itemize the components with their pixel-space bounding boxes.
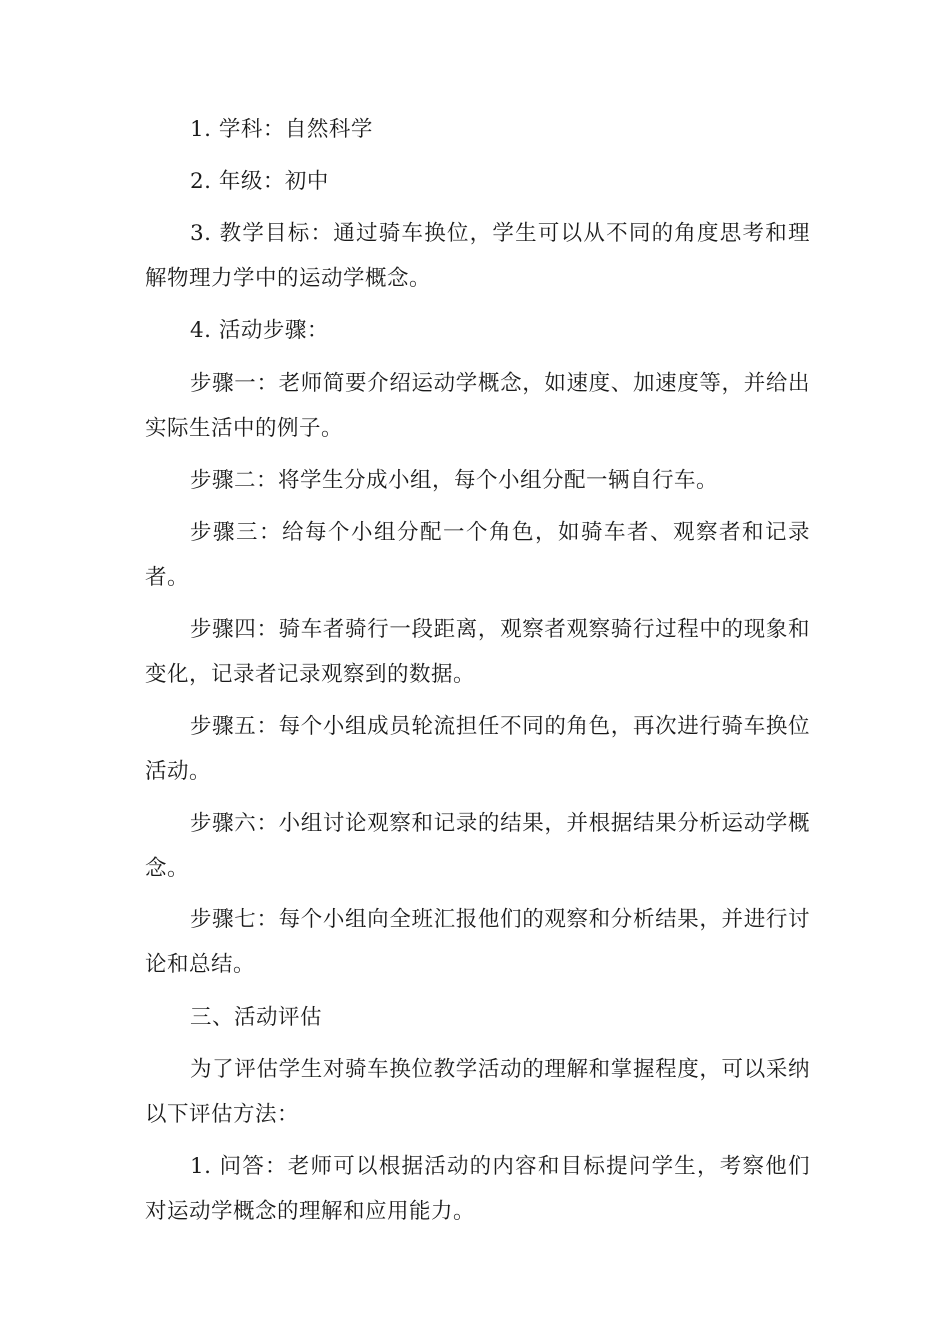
item-grade: 2. 年级：初中	[190, 169, 329, 194]
step-one: 步骤一：老师简要介绍运动学概念，如速度、加速度等，并给出实际生活中的例子。	[145, 371, 810, 441]
step-two: 步骤二：将学生分成小组，每个小组分配一辆自行车。	[190, 468, 719, 493]
step-four: 步骤四：骑车者骑行一段距离，观察者观察骑行过程中的现象和变化，记录者记录观察到的数据。	[145, 617, 810, 687]
step-seven: 步骤七：每个小组向全班汇报他们的观察和分析结果，并进行讨论和总结。	[145, 907, 810, 977]
item-activity-steps: 4. 活动步骤：	[190, 318, 329, 343]
section-heading-evaluation: 三、活动评估	[190, 1005, 323, 1030]
evaluation-intro: 为了评估学生对骑车换位教学活动的理解和掌握程度，可以采纳以下评估方法：	[145, 1057, 810, 1127]
step-six: 步骤六：小组讨论观察和记录的结果，并根据结果分析运动学概念。	[145, 811, 810, 881]
evaluation-method-qa: 1. 问答：老师可以根据活动的内容和目标提问学生，考察他们对运动学概念的理解和应用能力。	[145, 1154, 810, 1224]
item-subject: 1. 学科：自然科学	[190, 117, 373, 142]
step-three: 步骤三：给每个小组分配一个角色，如骑车者、观察者和记录者。	[145, 520, 810, 590]
item-teaching-goal: 3. 教学目标：通过骑车换位，学生可以从不同的角度思考和理解物理力学中的运动学概念。	[145, 221, 810, 291]
step-five: 步骤五：每个小组成员轮流担任不同的角色，再次进行骑车换位活动。	[145, 714, 810, 784]
